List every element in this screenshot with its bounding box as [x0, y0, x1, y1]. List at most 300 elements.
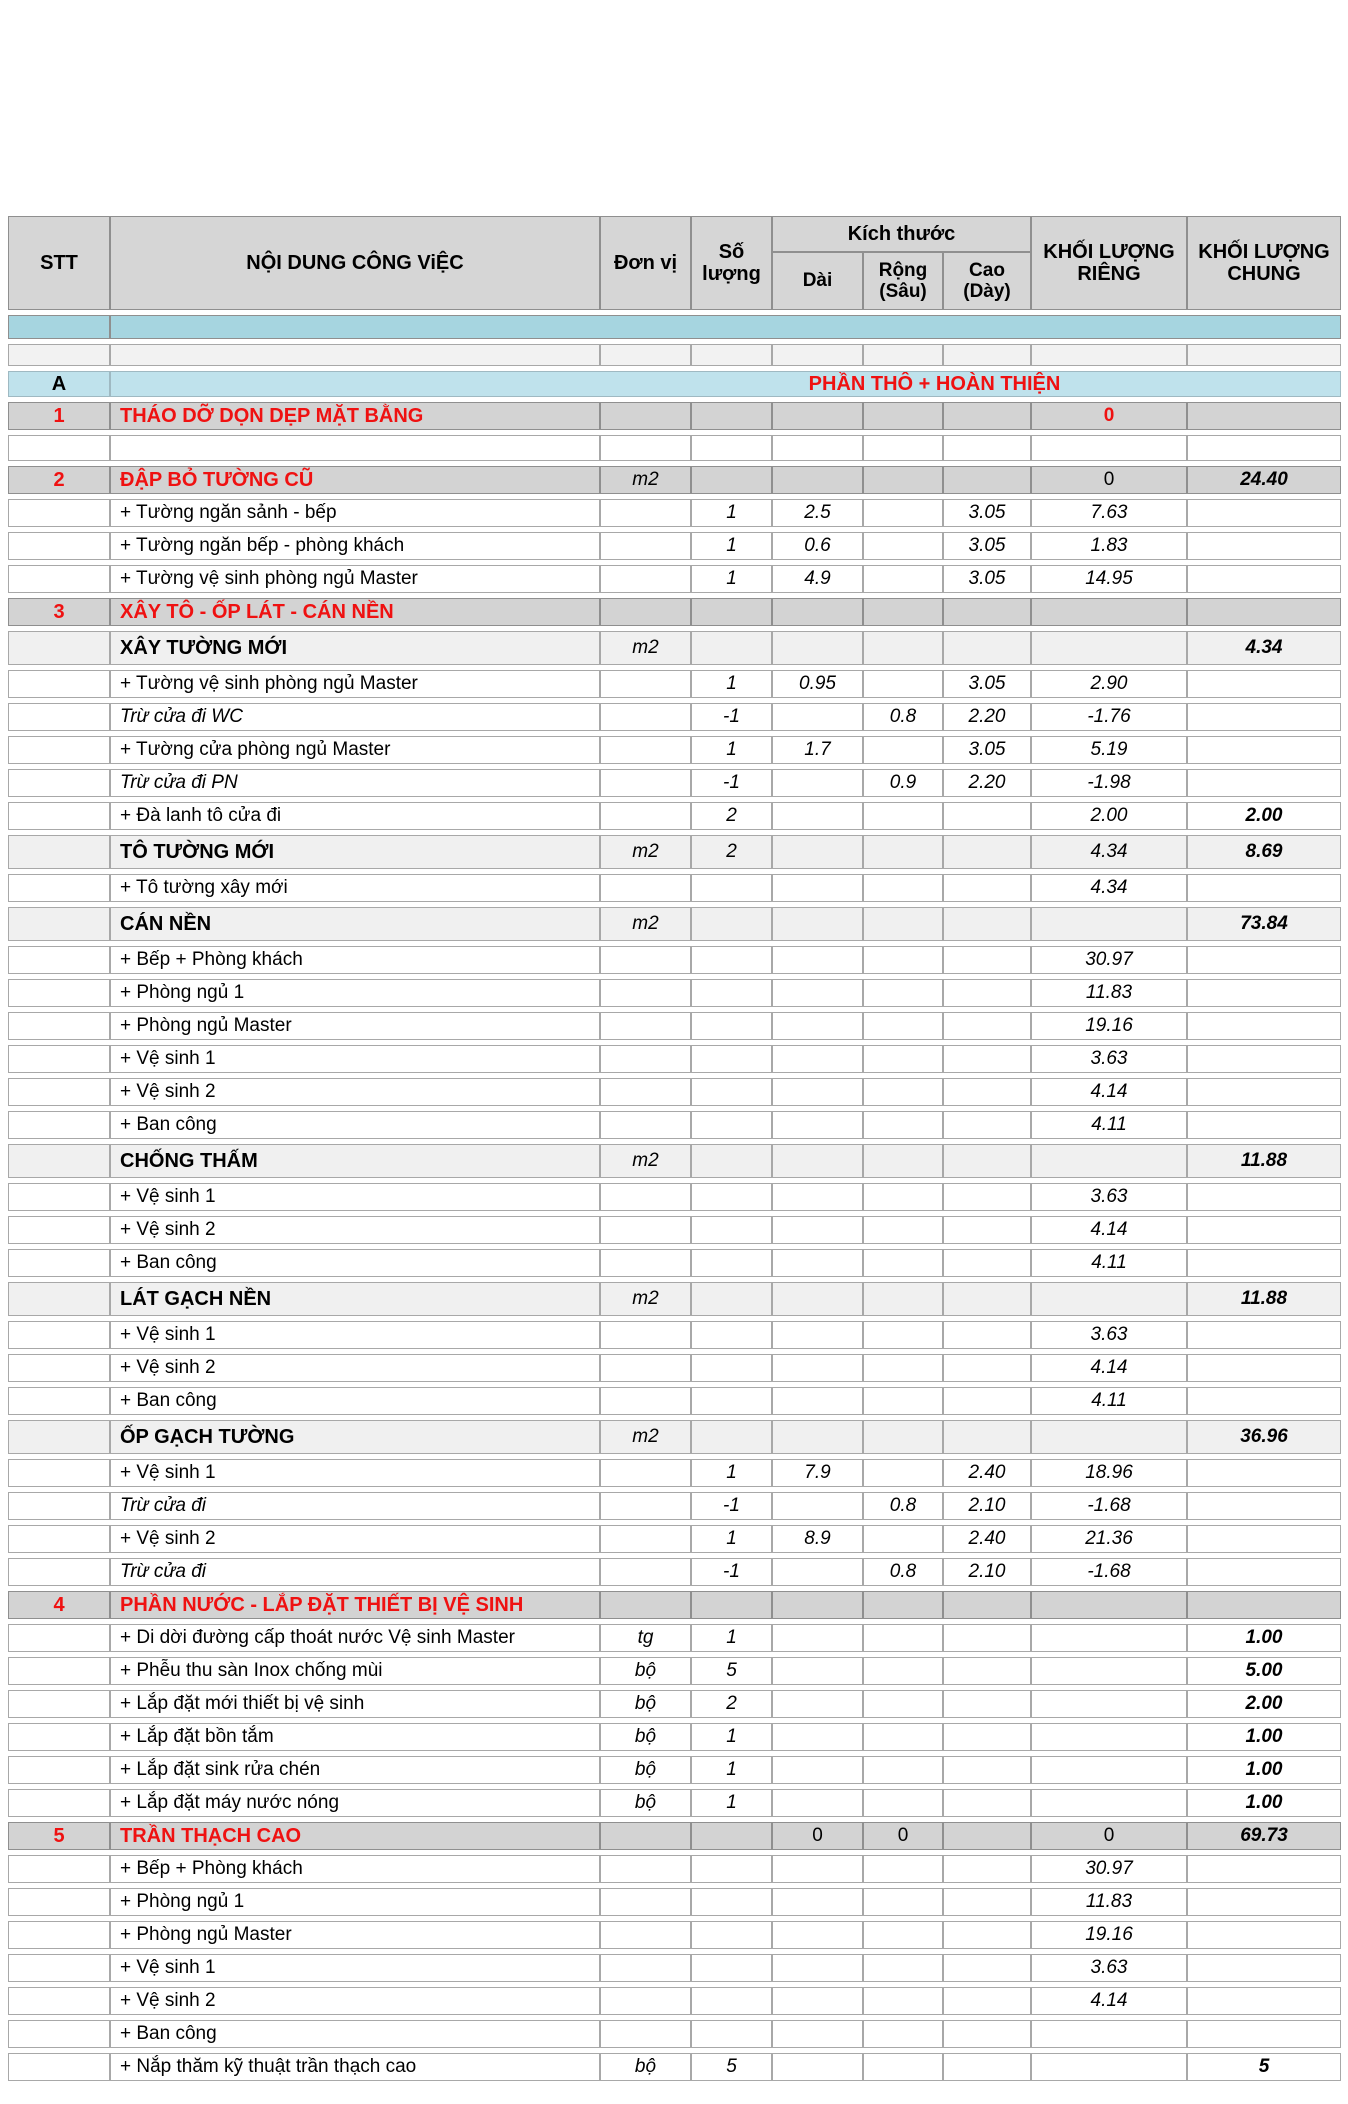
- cell-length: [772, 1723, 863, 1751]
- cell-stt: [8, 1387, 110, 1415]
- cell-height: [943, 979, 1031, 1007]
- cell-unit: [600, 1387, 691, 1415]
- cell-quantity: [691, 1216, 772, 1244]
- table-row: [8, 703, 1341, 731]
- cell-width: [863, 907, 943, 941]
- cell-total-volume: [1187, 1987, 1341, 2015]
- cell-total-volume: [1187, 1855, 1341, 1883]
- cell-height: [943, 2053, 1031, 2081]
- cell-task: + Tô tường xây mới: [110, 874, 600, 902]
- cell-length: [772, 1078, 863, 1106]
- cell-total-volume: [1187, 769, 1341, 797]
- cell-quantity: [691, 344, 772, 366]
- cell-unit: m2: [600, 1282, 691, 1316]
- table-row: [8, 1624, 1341, 1652]
- table-row: [8, 466, 1341, 494]
- cell-task: + Lắp đặt sink rửa chén: [110, 1756, 600, 1784]
- cell-stt: [8, 631, 110, 665]
- cell-own-volume: 19.16: [1031, 1012, 1187, 1040]
- cell-stt: [8, 736, 110, 764]
- cell-length: [772, 1183, 863, 1211]
- cell-unit: [600, 1045, 691, 1073]
- table-row: [8, 1822, 1341, 1850]
- cell-height: [943, 1321, 1031, 1349]
- cell-quantity: [691, 1822, 772, 1850]
- cell-own-volume: 3.63: [1031, 1045, 1187, 1073]
- cell-unit: bộ: [600, 1690, 691, 1718]
- cell-width: 0: [863, 1822, 943, 1850]
- cell-width: [863, 835, 943, 869]
- cell-total-volume: [1187, 499, 1341, 527]
- table-row: [8, 874, 1341, 902]
- cell-length: [772, 1012, 863, 1040]
- cell-unit: [600, 2020, 691, 2048]
- cell-task: + Phòng ngủ 1: [110, 1888, 600, 1916]
- cell-task: PHẦN NƯỚC - LẮP ĐẶT THIẾT BỊ VỆ SINH: [110, 1591, 600, 1619]
- cell-task: LÁT GẠCH NỀN: [110, 1282, 600, 1316]
- cell-stt: [8, 1354, 110, 1382]
- cell-stt: 1: [8, 402, 110, 430]
- cell-width: [863, 1183, 943, 1211]
- cell-height: [943, 1012, 1031, 1040]
- cell-total-volume: [1187, 1921, 1341, 1949]
- cell-total-volume: [1187, 402, 1341, 430]
- table-row: [8, 1387, 1341, 1415]
- cell-unit: m2: [600, 907, 691, 941]
- cell-total-volume: 24.40: [1187, 466, 1341, 494]
- table-row: [8, 1492, 1341, 1520]
- cell-width: [863, 1987, 943, 2015]
- cell-task: + Vệ sinh 2: [110, 1216, 600, 1244]
- cell-task: + Phòng ngủ Master: [110, 1012, 600, 1040]
- cell-task: + Bếp + Phòng khách: [110, 1855, 600, 1883]
- boq-table: [8, 310, 1341, 2086]
- cell-width: [863, 435, 943, 461]
- cell-unit: [600, 1078, 691, 1106]
- cell-quantity: [691, 1954, 772, 1982]
- cell-total-volume: 36.96: [1187, 1420, 1341, 1454]
- cell-unit: [600, 1855, 691, 1883]
- cell-stt: [8, 1888, 110, 1916]
- cell-task: XÂY TƯỜNG MỚI: [110, 631, 600, 665]
- cell-task: + Ban công: [110, 2020, 600, 2048]
- cell-width: [863, 1888, 943, 1916]
- cell-task: + Phòng ngủ 1: [110, 979, 600, 1007]
- cell-own-volume: 18.96: [1031, 1459, 1187, 1487]
- table-row: [8, 631, 1341, 665]
- cell-quantity: [691, 1591, 772, 1619]
- cell-quantity: -1: [691, 1558, 772, 1586]
- cell-own-volume: 4.11: [1031, 1249, 1187, 1277]
- cell-task: + Di dời đường cấp thoát nước Vệ sinh Master: [110, 1624, 600, 1652]
- cell-width: [863, 736, 943, 764]
- cell-unit: [600, 532, 691, 560]
- cell-unit: bộ: [600, 1756, 691, 1784]
- cell-total-volume: [1187, 1492, 1341, 1520]
- cell-width: [863, 1012, 943, 1040]
- cell-task: [110, 344, 600, 366]
- boq-sheet: [8, 216, 1341, 2086]
- cell-total-volume: [1187, 598, 1341, 626]
- cell-length: [772, 402, 863, 430]
- cell-total-volume: 4.34: [1187, 631, 1341, 665]
- cell-width: [863, 1144, 943, 1178]
- table-row: [8, 1855, 1341, 1883]
- cell-task: Trừ cửa đi PN: [110, 769, 600, 797]
- cell-stt: [8, 1111, 110, 1139]
- cell-own-volume: -1.76: [1031, 703, 1187, 731]
- boq-table-body: [8, 315, 1341, 2081]
- cell-quantity: [691, 1012, 772, 1040]
- cell-height: 3.05: [943, 565, 1031, 593]
- cell-task: + Tường cửa phòng ngủ Master: [110, 736, 600, 764]
- cell-unit: [600, 1954, 691, 1982]
- cell-task: + Vệ sinh 1: [110, 1045, 600, 1073]
- cell-length: [772, 1888, 863, 1916]
- cell-width: [863, 979, 943, 1007]
- cell-length: [772, 466, 863, 494]
- cell-unit: [600, 670, 691, 698]
- table-row: [8, 736, 1341, 764]
- cell-length: [772, 1282, 863, 1316]
- cell-width: [863, 1111, 943, 1139]
- cell-task: + Tường ngăn bếp - phòng khách: [110, 532, 600, 560]
- cell-length: 1.7: [772, 736, 863, 764]
- cell-own-volume: 11.83: [1031, 1888, 1187, 1916]
- table-row: [8, 1558, 1341, 1586]
- cell-length: [772, 2020, 863, 2048]
- cell-own-volume: [1031, 1624, 1187, 1652]
- cell-unit: [600, 499, 691, 527]
- cell-width: [863, 2053, 943, 2081]
- cell-quantity: [691, 1354, 772, 1382]
- cell-task: + Phễu thu sàn Inox chống mùi: [110, 1657, 600, 1685]
- cell-width: [863, 598, 943, 626]
- cell-quantity: [691, 1144, 772, 1178]
- cell-quantity: [691, 435, 772, 461]
- cell-width: [863, 1354, 943, 1382]
- cell-width: [863, 802, 943, 830]
- cell-width: [863, 1282, 943, 1316]
- cell-task: + Tường ngăn sảnh - bếp: [110, 499, 600, 527]
- cell-width: 0.8: [863, 1492, 943, 1520]
- col-header-quantity: Số lượng: [691, 216, 772, 310]
- cell-stt: [8, 769, 110, 797]
- cell-length: [772, 1249, 863, 1277]
- cell-unit: bộ: [600, 1723, 691, 1751]
- cell-total-volume: 2.00: [1187, 802, 1341, 830]
- cell-total-volume: [1187, 344, 1341, 366]
- col-header-width: Rộng (Sâu): [863, 252, 943, 310]
- table-row: [8, 907, 1341, 941]
- cell-length: [772, 1492, 863, 1520]
- cell-total-volume: [1187, 1078, 1341, 1106]
- cell-total-volume: [1187, 2020, 1341, 2048]
- cell-own-volume: -1.68: [1031, 1492, 1187, 1520]
- cell-unit: m2: [600, 1144, 691, 1178]
- cell-height: [943, 1657, 1031, 1685]
- table-row: [8, 371, 1341, 397]
- cell-height: [943, 1756, 1031, 1784]
- table-row: [8, 1216, 1341, 1244]
- table-row: [8, 2053, 1341, 2081]
- cell-task: TRẦN THẠCH CAO: [110, 1822, 600, 1850]
- cell-unit: [600, 736, 691, 764]
- cell-own-volume: [1031, 1144, 1187, 1178]
- cell-stt: [8, 565, 110, 593]
- cell-task: + Phòng ngủ Master: [110, 1921, 600, 1949]
- cell-stt: [8, 1954, 110, 1982]
- cell-quantity: 1: [691, 1723, 772, 1751]
- cell-height: 3.05: [943, 736, 1031, 764]
- cell-height: [943, 1216, 1031, 1244]
- cell-stt: A: [8, 371, 110, 397]
- table-row: [8, 402, 1341, 430]
- cell-total-volume: 5.00: [1187, 1657, 1341, 1685]
- cell-own-volume: [1031, 1282, 1187, 1316]
- cell-unit: [600, 565, 691, 593]
- cell-length: [772, 1045, 863, 1073]
- cell-stt: [8, 1789, 110, 1817]
- table-row: [8, 979, 1341, 1007]
- cell-height: [943, 2020, 1031, 2048]
- cell-quantity: [691, 1987, 772, 2015]
- cell-unit: [600, 435, 691, 461]
- cell-total-volume: [1187, 1354, 1341, 1382]
- cell-stt: [8, 2053, 110, 2081]
- cell-task: + Ban công: [110, 1249, 600, 1277]
- cell-own-volume: 3.63: [1031, 1321, 1187, 1349]
- col-header-unit: Đơn vị: [600, 216, 691, 310]
- cell-length: [772, 2053, 863, 2081]
- cell-width: [863, 1690, 943, 1718]
- cell-task: [110, 435, 600, 461]
- cell-quantity: 5: [691, 1657, 772, 1685]
- table-row: [8, 1420, 1341, 1454]
- cell-width: [863, 670, 943, 698]
- cell-width: [863, 1459, 943, 1487]
- cell-stt: 3: [8, 598, 110, 626]
- cell-length: [772, 1657, 863, 1685]
- cell-own-volume: 4.14: [1031, 1987, 1187, 2015]
- cell-stt: [8, 1012, 110, 1040]
- cell-length: 0.6: [772, 532, 863, 560]
- cell-unit: [600, 1216, 691, 1244]
- cell-own-volume: 4.14: [1031, 1354, 1187, 1382]
- cell-own-volume: [1031, 344, 1187, 366]
- cell-unit: [600, 1111, 691, 1139]
- cell-stt: [8, 1723, 110, 1751]
- cell-own-volume: 5.19: [1031, 736, 1187, 764]
- cell-width: [863, 1723, 943, 1751]
- cell-quantity: [691, 598, 772, 626]
- cell-total-volume: [1187, 1459, 1341, 1487]
- cell-height: [943, 1354, 1031, 1382]
- cell-height: [943, 874, 1031, 902]
- cell-height: [943, 631, 1031, 665]
- cell-height: [943, 1690, 1031, 1718]
- table-row: [8, 1183, 1341, 1211]
- cell-length: [772, 344, 863, 366]
- cell-unit: [600, 874, 691, 902]
- col-header-height: Cao (Dày): [943, 252, 1031, 310]
- cell-unit: [600, 1591, 691, 1619]
- cell-unit: [600, 769, 691, 797]
- table-row: [8, 1756, 1341, 1784]
- cell-quantity: [691, 1282, 772, 1316]
- cell-length: [772, 1855, 863, 1883]
- table-row: [8, 835, 1341, 869]
- table-row: [8, 1111, 1341, 1139]
- cell-length: [772, 1216, 863, 1244]
- cell-width: [863, 499, 943, 527]
- cell-quantity: 1: [691, 499, 772, 527]
- table-row: [8, 1591, 1341, 1619]
- cell-stt: [8, 1216, 110, 1244]
- cell-own-volume: 4.34: [1031, 874, 1187, 902]
- cell-height: [943, 946, 1031, 974]
- cell-total-volume: [1187, 736, 1341, 764]
- cell-quantity: 1: [691, 565, 772, 593]
- cell-stt: [8, 1987, 110, 2015]
- cell-task: + Lắp đặt máy nước nóng: [110, 1789, 600, 1817]
- cell-height: [943, 598, 1031, 626]
- cell-total-volume: [1187, 532, 1341, 560]
- cell-unit: m2: [600, 631, 691, 665]
- cell-own-volume: 1.83: [1031, 532, 1187, 560]
- cell-unit: [600, 598, 691, 626]
- cell-stt: [8, 1321, 110, 1349]
- cell-length: [772, 874, 863, 902]
- cell-own-volume: 2.00: [1031, 802, 1187, 830]
- cell-task: + Tường vệ sinh phòng ngủ Master: [110, 670, 600, 698]
- cell-length: [772, 1921, 863, 1949]
- cell-quantity: -1: [691, 703, 772, 731]
- cell-width: 0.9: [863, 769, 943, 797]
- cell-width: [863, 1591, 943, 1619]
- cell-own-volume: [1031, 1723, 1187, 1751]
- cell-quantity: [691, 2020, 772, 2048]
- cell-length: [772, 835, 863, 869]
- cell-height: 2.40: [943, 1459, 1031, 1487]
- cell-stt: 4: [8, 1591, 110, 1619]
- col-header-stt: STT: [8, 216, 110, 310]
- cell-quantity: [691, 1921, 772, 1949]
- cell-total-volume: [1187, 565, 1341, 593]
- cell-total-volume: [1187, 670, 1341, 698]
- cell-stt: [8, 703, 110, 731]
- cell-stt: [8, 1624, 110, 1652]
- cell-length: [772, 1789, 863, 1817]
- cell-stt: [8, 1078, 110, 1106]
- cell-quantity: 1: [691, 1525, 772, 1553]
- cell-width: [863, 565, 943, 593]
- cell-height: [943, 1987, 1031, 2015]
- cell-unit: m2: [600, 466, 691, 494]
- table-row: [8, 1321, 1341, 1349]
- cell-own-volume: 2.90: [1031, 670, 1187, 698]
- cell-height: [943, 1144, 1031, 1178]
- cell-length: [772, 1420, 863, 1454]
- cell-task: + Vệ sinh 2: [110, 1078, 600, 1106]
- cell-length: [772, 703, 863, 731]
- cell-width: [863, 532, 943, 560]
- cell-height: [943, 402, 1031, 430]
- cell-task: + Ban công: [110, 1111, 600, 1139]
- cell-width: [863, 1387, 943, 1415]
- cell-length: [772, 1387, 863, 1415]
- cell-quantity: [691, 1420, 772, 1454]
- cell-stt: [8, 1855, 110, 1883]
- cell-height: [943, 466, 1031, 494]
- cell-quantity: [691, 874, 772, 902]
- cell-height: [943, 435, 1031, 461]
- cell-quantity: [691, 1183, 772, 1211]
- cell-own-volume: -1.98: [1031, 769, 1187, 797]
- cell-length: [772, 1624, 863, 1652]
- cell-own-volume: [1031, 1690, 1187, 1718]
- table-row: [8, 344, 1341, 366]
- cell-height: [943, 1078, 1031, 1106]
- cell-height: [943, 1183, 1031, 1211]
- cell-width: [863, 466, 943, 494]
- cell-height: [943, 835, 1031, 869]
- cell-width: [863, 1420, 943, 1454]
- table-row: [8, 1012, 1341, 1040]
- cell-width: [863, 1921, 943, 1949]
- cell-quantity: [691, 1855, 772, 1883]
- cell-unit: m2: [600, 1420, 691, 1454]
- cell-width: [863, 1045, 943, 1073]
- cell-quantity: [691, 946, 772, 974]
- cell-height: 2.20: [943, 703, 1031, 731]
- cell-length: [772, 769, 863, 797]
- cell-quantity: [691, 1888, 772, 1916]
- cell-task: + Đà lanh tô cửa đi: [110, 802, 600, 830]
- cell-stt: [8, 1144, 110, 1178]
- cell-height: [943, 344, 1031, 366]
- cell-unit: [600, 1459, 691, 1487]
- cell-height: [943, 1855, 1031, 1883]
- boq-table-header: [8, 216, 1341, 310]
- table-row: [8, 802, 1341, 830]
- cell-own-volume: 14.95: [1031, 565, 1187, 593]
- cell-length: [772, 1954, 863, 1982]
- cell-unit: [600, 1492, 691, 1520]
- cell-total-volume: [1187, 1888, 1341, 1916]
- cell-unit: [600, 1249, 691, 1277]
- cell-own-volume: 3.63: [1031, 1954, 1187, 1982]
- cell-height: [943, 1387, 1031, 1415]
- cell-own-volume: [1031, 2020, 1187, 2048]
- cell-height: [943, 1822, 1031, 1850]
- cell-own-volume: 30.97: [1031, 946, 1187, 974]
- cell-length: 7.9: [772, 1459, 863, 1487]
- table-row: [8, 1354, 1341, 1382]
- cell-width: 0.8: [863, 1558, 943, 1586]
- cell-unit: [600, 402, 691, 430]
- col-header-own-volume: KHỐI LƯỢNG RIÊNG: [1031, 216, 1187, 310]
- cell-own-volume: 4.11: [1031, 1387, 1187, 1415]
- cell-stt: [8, 1921, 110, 1949]
- cell-own-volume: 19.16: [1031, 1921, 1187, 1949]
- cell-unit: [600, 703, 691, 731]
- cell-stt: [8, 315, 110, 339]
- cell-total-volume: [1187, 874, 1341, 902]
- table-row: [8, 1657, 1341, 1685]
- cell-stt: [8, 1657, 110, 1685]
- cell-total-volume: 1.00: [1187, 1756, 1341, 1784]
